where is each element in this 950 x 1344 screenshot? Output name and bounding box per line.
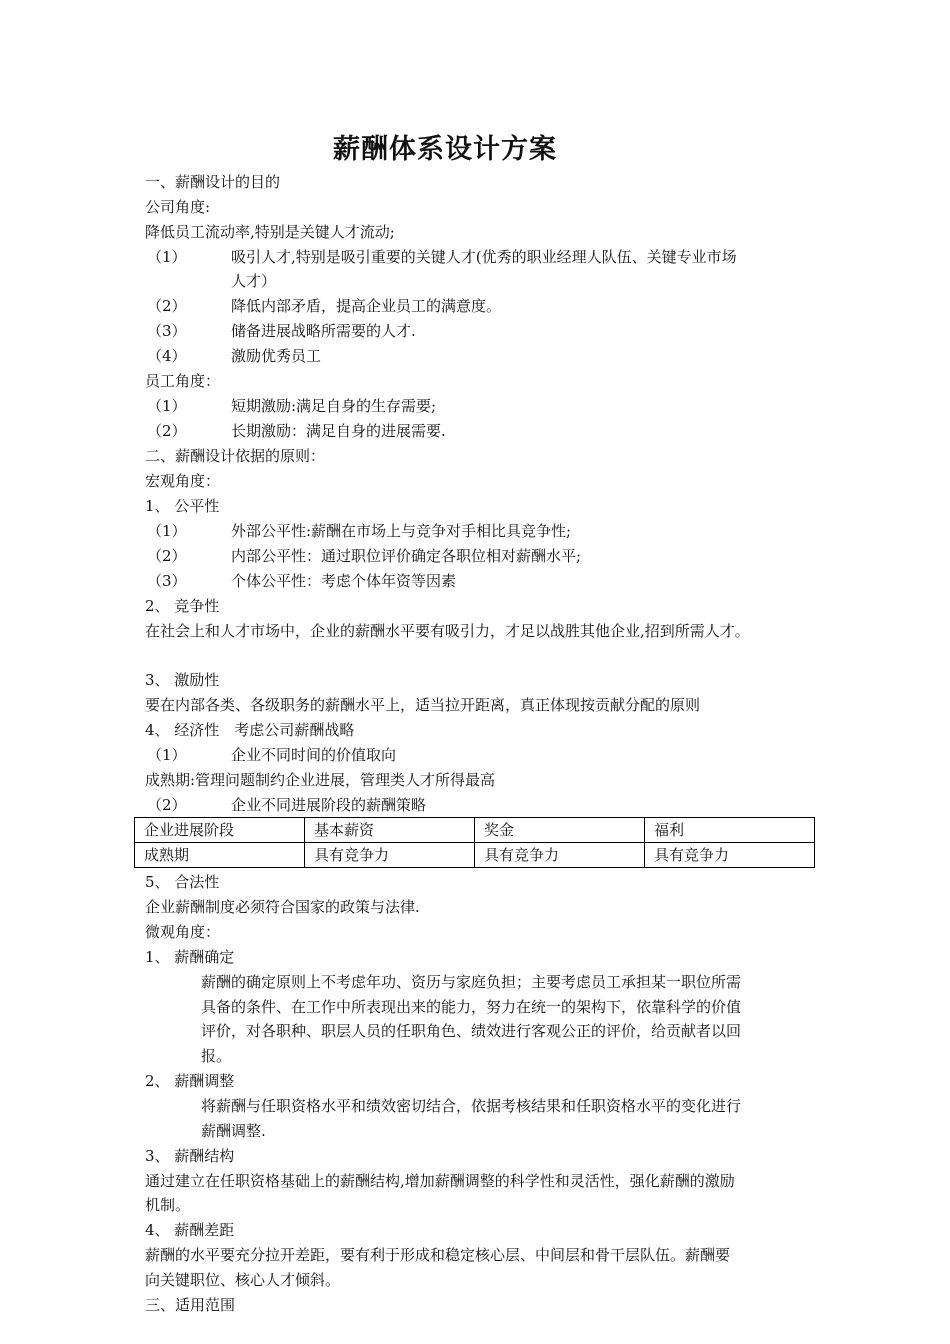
list-item-text: 长期激励：满足自身的进展需要.	[231, 422, 446, 440]
incentive-text: 要在内部各类、各级职务的薪酬水平上，适当拉开距离，真正体现按贡献分配的原则	[145, 696, 701, 714]
list-item-text: 吸引人才,特别是吸引重要的关键人才(优秀的职业经理人队伍、关键专业市场	[231, 248, 737, 266]
section-heading-purpose: 一、薪酬设计的目的	[145, 173, 281, 191]
table-header-row	[135, 818, 815, 843]
paragraph-line: 薪酬的确定原则上不考虑年功、资历与家庭负担；主要考虑员工承担某一职位所需	[201, 973, 742, 991]
micro-heading-determination: 1、 薪酬确定	[145, 948, 235, 966]
document-title: 薪酬体系设计方案	[333, 134, 557, 165]
list-item-text: 内部公平性：通过职位评价确定各职位相对薪酬水平;	[231, 547, 582, 565]
micro-heading-gap: 4、 薪酬差距	[145, 1221, 235, 1239]
company-intro: 降低员工流动率,特别是关键人才流动;	[145, 223, 395, 241]
list-item-number: （2）	[147, 297, 187, 315]
table-header-cell: 奖金	[475, 818, 645, 843]
list-item-text: 降低内部矛盾，提高企业员工的满意度。	[231, 297, 502, 315]
principle-heading-legality: 5、 合法性	[145, 873, 220, 891]
list-item-number: （1）	[147, 522, 187, 540]
employee-angle-label: 员工角度：	[145, 372, 221, 390]
list-item-number: （2）	[147, 422, 187, 440]
list-item-text: 企业不同进展阶段的薪酬策略	[231, 796, 427, 814]
table-header-cell: 企业进展阶段	[135, 818, 305, 843]
table-cell: 具有竞争力	[305, 843, 475, 868]
table-header-cell: 福利	[645, 818, 815, 843]
company-angle-label: 公司角度:	[145, 198, 211, 216]
table-cell: 具有竞争力	[645, 843, 815, 868]
principle-heading-fairness: 1、 公平性	[145, 497, 220, 515]
section-heading-scope: 三、适用范围	[145, 1296, 236, 1314]
list-item-number: （2）	[147, 796, 187, 814]
paragraph-line: 具备的条件、在工作中所表现出来的能力，努力在统一的架构下，依靠科学的价值	[201, 998, 742, 1016]
list-item-number: （3）	[147, 322, 187, 340]
paragraph-line: 报。	[201, 1047, 232, 1065]
list-item-text: 储备进展战略所需要的人才.	[231, 322, 416, 340]
competitiveness-text: 在社会上和人才市场中，企业的薪酬水平要有吸引力，才足以战胜其他企业,招到所需人才。	[145, 622, 750, 640]
list-item-number: （2）	[147, 547, 187, 565]
list-item-text: 个体公平性：考虑个体年资等因素	[231, 572, 457, 590]
list-item-number: （1）	[147, 397, 187, 415]
list-item-text: 短期激励:满足自身的生存需要;	[231, 397, 437, 415]
table-cell: 成熟期	[135, 843, 305, 868]
micro-angle-label: 微观角度：	[145, 923, 221, 941]
list-item-number: （4）	[147, 347, 187, 365]
section-heading-principles: 二、薪酬设计依据的原则：	[145, 447, 326, 465]
micro-heading-adjustment: 2、 薪酬调整	[145, 1072, 235, 1090]
list-item-text: 企业不同时间的价值取向	[231, 746, 397, 764]
paragraph-line: 向关键职位、核心人才倾斜。	[145, 1271, 341, 1289]
paragraph-line: 通过建立在任职资格基础上的薪酬结构,增加薪酬调整的科学性和灵活性，强化薪酬的激励	[145, 1172, 735, 1190]
paragraph-line: 将薪酬与任职资格水平和绩效密切结合，依据考核结果和任职资格水平的变化进行	[201, 1097, 742, 1115]
macro-angle-label: 宏观角度：	[145, 472, 221, 490]
table-row	[135, 843, 815, 868]
paragraph-line: 薪酬的水平要充分拉开差距，要有利于形成和稳定核心层、中间层和骨干层队伍。薪酬要	[145, 1246, 731, 1264]
list-item-text: 外部公平性:薪酬在市场上与竞争对手相比具竞争性;	[231, 522, 572, 540]
salary-strategy-table	[134, 817, 815, 868]
principle-heading-incentive: 3、 激励性	[145, 671, 220, 689]
principle-heading-economy: 4、 经济性 考虑公司薪酬战略	[145, 721, 355, 739]
principle-heading-competitiveness: 2、 竞争性	[145, 597, 220, 615]
mature-stage-text: 成熟期:管理问题制约企业进展，管理类人才所得最高	[145, 771, 496, 789]
table-header-cell: 基本薪资	[305, 818, 475, 843]
legality-text: 企业薪酬制度必须符合国家的政策与法律.	[145, 898, 420, 916]
list-item-number: （1）	[147, 248, 187, 266]
micro-heading-structure: 3、 薪酬结构	[145, 1147, 235, 1165]
list-item-number: （3）	[147, 572, 187, 590]
paragraph-line: 薪酬调整.	[201, 1122, 266, 1140]
list-item-text-continued: 人才）	[231, 272, 277, 290]
list-item-text: 激励优秀员工	[231, 347, 322, 365]
list-item-number: （1）	[147, 746, 187, 764]
paragraph-line: 评价，对各职种、职层人员的任职角色、绩效进行客观公正的评价，给贡献者以回	[201, 1022, 742, 1040]
table-cell: 具有竞争力	[475, 843, 645, 868]
paragraph-line: 机制。	[145, 1196, 191, 1214]
